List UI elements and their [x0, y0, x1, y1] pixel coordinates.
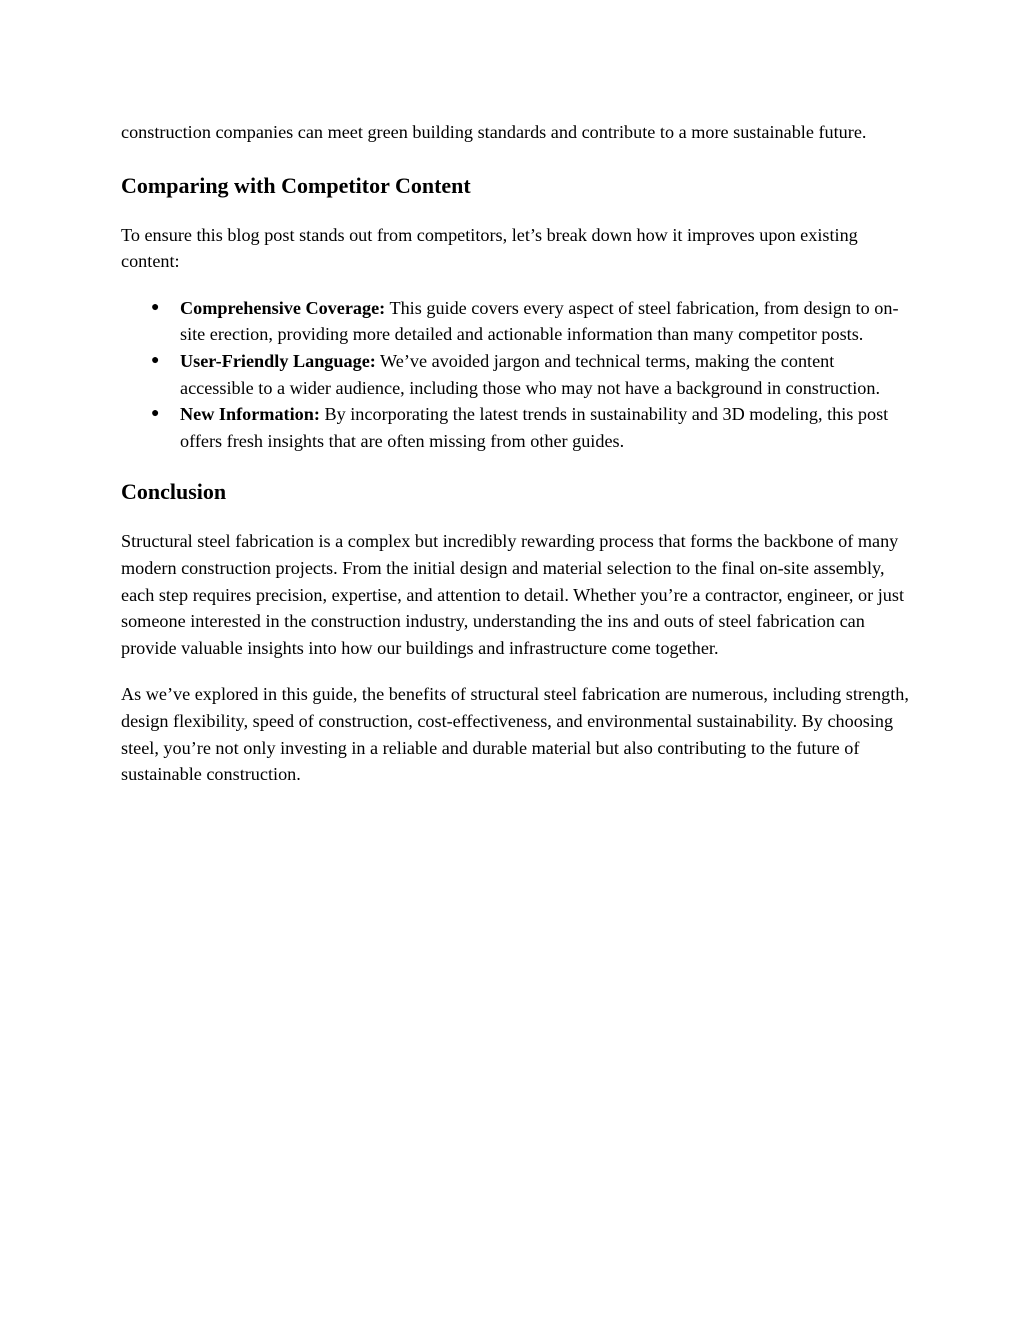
bullet-label: User-Friendly Language:: [180, 350, 376, 371]
list-item: [121, 348, 911, 401]
bullet-dot-icon: ●: [151, 352, 160, 368]
bullet-dot-icon: ●: [151, 299, 160, 315]
bullet-dot-icon: ●: [151, 406, 160, 422]
conclusion-paragraph: As we’ve explored in this guide, the benefits of structural steel fabrication are numerous, including strength, design flexibility, speed of construction, cost-effectiveness, and environmental sustainability. By choosing steel, you’re not only investing in a reliable and durable material but also contributing to the future of sustainable construction.: [121, 684, 909, 785]
bullet-text: We’ve avoided jargon and technical terms, making the content accessible to a wider audience, including those who may not have a background in construction.: [180, 350, 881, 398]
bullet-label: Comprehensive Coverage:: [180, 297, 386, 318]
comparing-heading: Comparing with Competitor Content: [121, 172, 471, 198]
bullet-label: New Information:: [180, 404, 320, 425]
intro-continuation-paragraph: construction companies can meet green building standards and contribute to a more sustainable future.: [121, 122, 867, 142]
list-item: [121, 295, 911, 348]
bullet-text: By incorporating the latest trends in sustainability and 3D modeling, this post offers fresh insights that are often missing from other guides.: [180, 404, 889, 451]
conclusion-heading: Conclusion: [121, 479, 227, 505]
comparison-bullet-list: [121, 295, 911, 455]
list-item: [121, 401, 911, 454]
conclusion-paragraph: Structural steel fabrication is a complex but incredibly rewarding process that forms the backbone of many modern construction projects. From the initial design and material selection to the final on-site assembly, each step requires precision, expertise, and attention to detail. Whether you’re a contractor, engineer, or just someone interested in the construction industry, understanding the ins and outs of steel fabrication can provide valuable insights into how our buildings and infrastructure come together.: [121, 531, 904, 658]
comparing-intro-paragraph: To ensure this blog post stands out from competitors, let’s break down how it improves upon existing content:: [121, 224, 858, 272]
document-page: [121, 119, 911, 788]
bullet-text: This guide covers every aspect of steel fabrication, from design to on-site erection, providing more detailed and actionable information than many competitor posts.: [180, 297, 899, 345]
